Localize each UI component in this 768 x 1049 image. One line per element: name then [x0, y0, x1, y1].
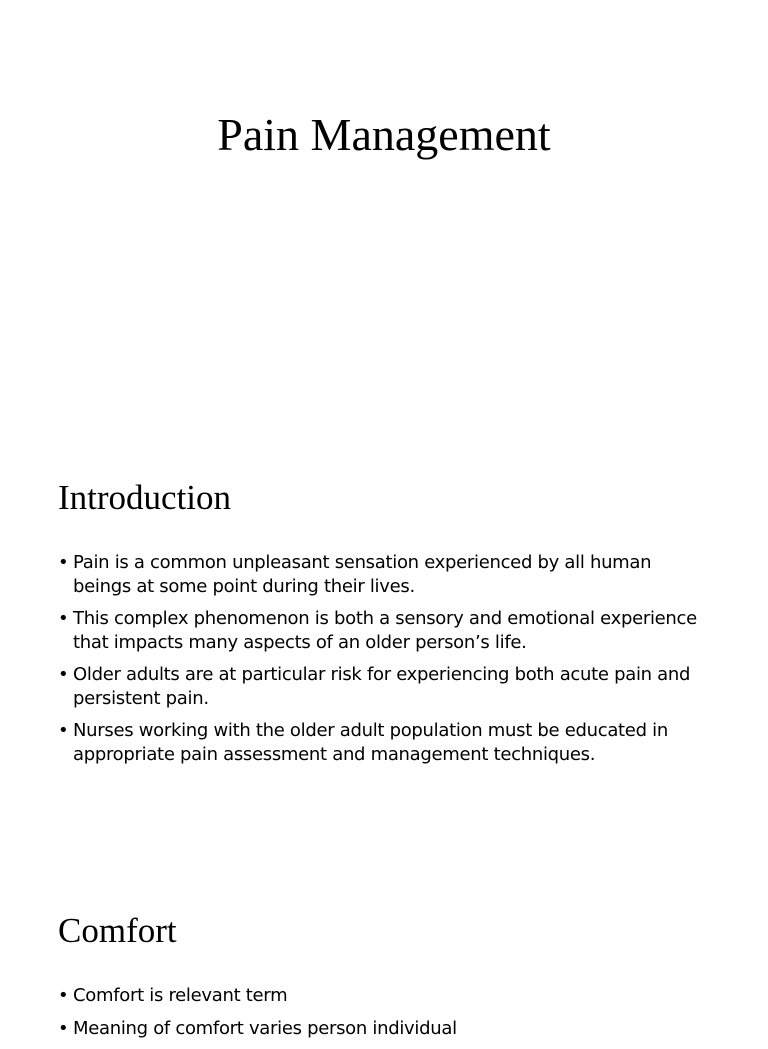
introduction-bullet-list: [58, 551, 708, 775]
comfort-bullet-list: [58, 984, 708, 1049]
bullet-text: Pain is a common unpleasant sensation experienced by all human beings at some point during their lives.: [73, 552, 652, 597]
bullet-icon: •: [58, 720, 69, 741]
bullet-icon: •: [58, 985, 69, 1006]
bullet-text: Older adults are at particular risk for experiencing both acute pain and persistent pain.: [73, 664, 691, 709]
slide-title: Pain Management: [217, 109, 551, 160]
bullet-text: Meaning of comfort varies person individual: [73, 1017, 457, 1039]
list-item: [58, 984, 708, 1008]
list-item: [58, 719, 708, 766]
list-item: [58, 607, 708, 654]
bullet-icon: •: [58, 552, 69, 573]
introduction-heading: Introduction: [58, 478, 232, 517]
bullet-text: This complex phenomenon is both a sensory and emotional experience that impacts many aspects of an older person’s life.: [73, 608, 697, 653]
bullet-icon: •: [58, 1017, 69, 1039]
bullet-text: Comfort is relevant term: [73, 985, 288, 1006]
list-item: [58, 1017, 708, 1041]
bullet-icon: •: [58, 608, 69, 629]
list-item: [58, 663, 708, 710]
bullet-icon: •: [58, 664, 69, 685]
comfort-heading: Comfort: [58, 911, 177, 950]
bullet-text: Nurses working with the older adult population must be educated in appropriate pain assessment and management techniques.: [73, 720, 668, 765]
list-item: [58, 551, 708, 598]
